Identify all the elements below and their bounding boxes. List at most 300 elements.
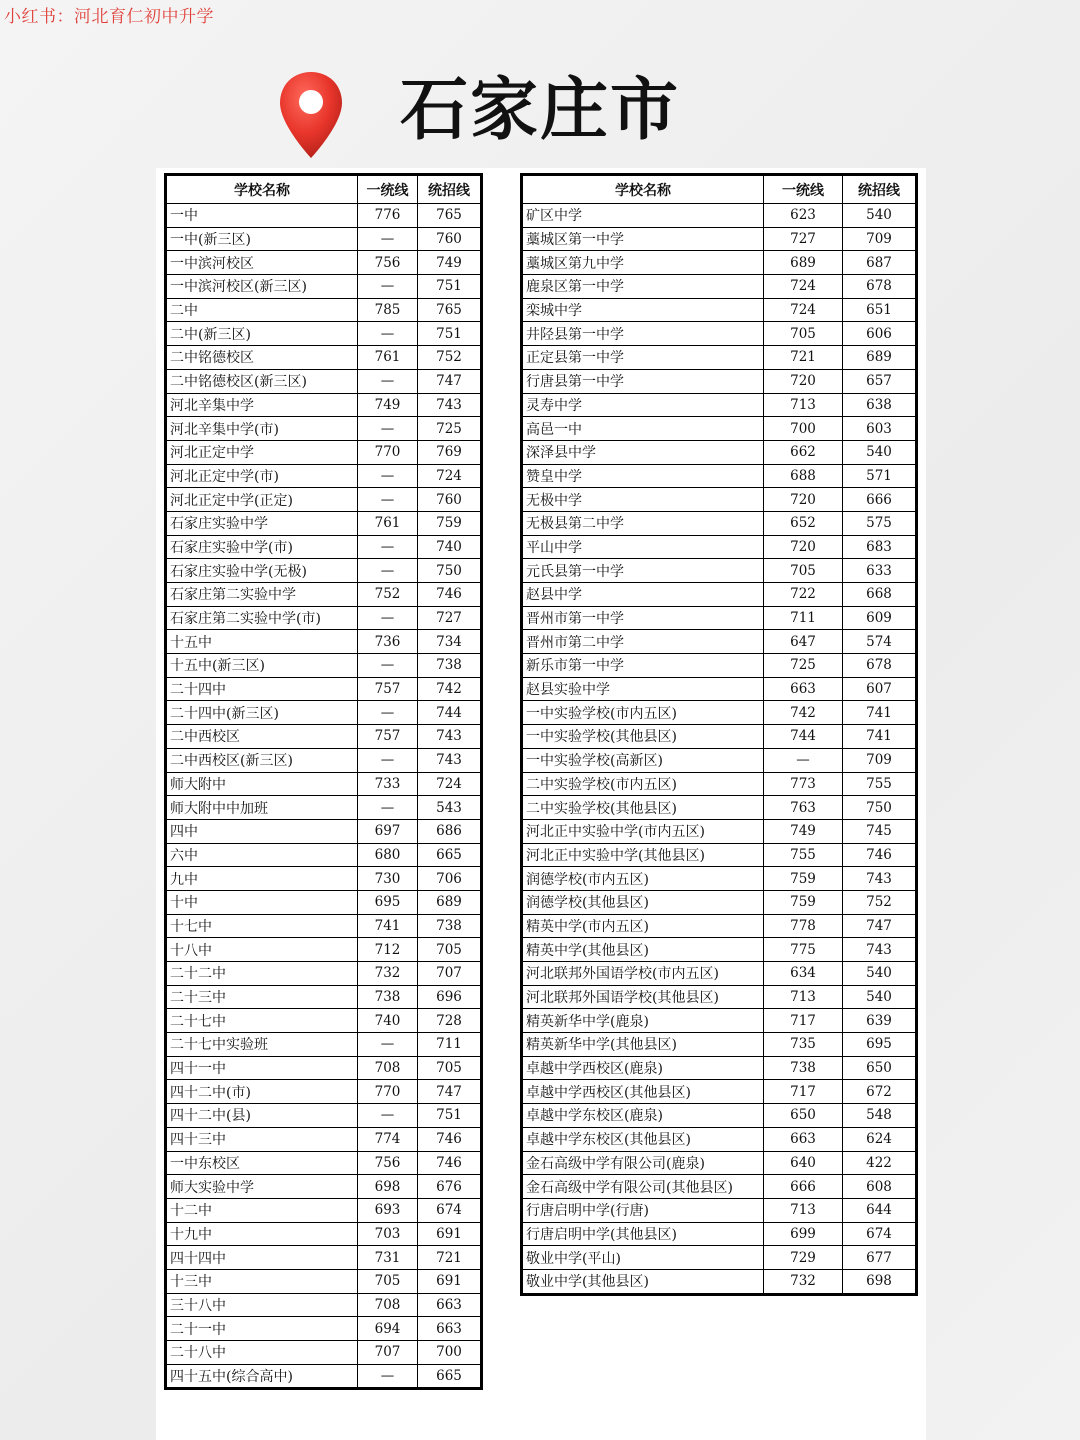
table-row [166, 1127, 482, 1151]
enroll-line-cell: 743 [418, 725, 482, 749]
enroll-line-cell: 695 [843, 1033, 917, 1057]
school-name-cell: 平山中学 [522, 535, 764, 559]
enroll-line-cell: 683 [843, 535, 917, 559]
unified-line-cell: 770 [358, 440, 418, 464]
column-header-school: 学校名称 [166, 175, 358, 204]
enroll-line-cell: 734 [418, 630, 482, 654]
enroll-line-cell: 651 [843, 298, 917, 322]
table-row [522, 914, 917, 938]
table-row [166, 227, 482, 251]
table-row [166, 914, 482, 938]
table-row [522, 867, 917, 891]
enroll-line-cell: 760 [418, 488, 482, 512]
table-row [166, 867, 482, 891]
enroll-line-cell: 705 [418, 938, 482, 962]
school-name-cell: 二十七中 [166, 1009, 358, 1033]
table-row [166, 535, 482, 559]
unified-line-cell: 756 [358, 1151, 418, 1175]
table-row [166, 464, 482, 488]
school-name-cell: 行唐县第一中学 [522, 369, 764, 393]
school-name-cell: 十三中 [166, 1269, 358, 1293]
enroll-line-cell: 724 [418, 464, 482, 488]
unified-line-cell: 711 [764, 606, 843, 630]
unified-line-cell: 695 [358, 890, 418, 914]
unified-line-cell: 705 [358, 1269, 418, 1293]
school-name-cell: 金石高级中学有限公司(鹿泉) [522, 1151, 764, 1175]
unified-line-cell: 688 [764, 464, 843, 488]
school-name-cell: 二中实验学校(其他县区) [522, 796, 764, 820]
unified-line-cell: 705 [764, 559, 843, 583]
school-name-cell: 藁城区第一中学 [522, 227, 764, 251]
unified-line-cell: 749 [358, 393, 418, 417]
unified-line-cell: 733 [358, 772, 418, 796]
unified-line-cell: 785 [358, 298, 418, 322]
school-name-cell: 润德学校(其他县区) [522, 890, 764, 914]
school-name-cell: 六中 [166, 843, 358, 867]
school-name-cell: 石家庄实验中学 [166, 511, 358, 535]
unified-line-cell: 732 [358, 962, 418, 986]
table-row [166, 1246, 482, 1270]
unified-line-cell: 703 [358, 1222, 418, 1246]
school-name-cell: 矿区中学 [522, 204, 764, 228]
unified-line-cell: 720 [764, 488, 843, 512]
enroll-line-cell: 746 [418, 583, 482, 607]
unified-line-cell: 756 [358, 251, 418, 275]
school-name-cell: 十五中 [166, 630, 358, 654]
unified-line-cell: 708 [358, 1056, 418, 1080]
table-row [522, 583, 917, 607]
unified-line-cell: — [358, 369, 418, 393]
school-name-cell: 行唐启明中学(行唐) [522, 1198, 764, 1222]
table-row [166, 606, 482, 630]
unified-line-cell: 694 [358, 1317, 418, 1341]
unified-line-cell: — [358, 654, 418, 678]
table-row [166, 1104, 482, 1128]
enroll-line-cell: 755 [843, 772, 917, 796]
school-name-cell: 二中西校区(新三区) [166, 748, 358, 772]
enroll-line-cell: 721 [418, 1246, 482, 1270]
unified-line-cell: — [358, 464, 418, 488]
column-header-enroll-line: 统招线 [418, 175, 482, 204]
column-header-unified-line: 一统线 [764, 175, 843, 204]
enroll-line-cell: 751 [418, 275, 482, 299]
unified-line-cell: — [358, 748, 418, 772]
enroll-line-cell: 751 [418, 1104, 482, 1128]
school-name-cell: 九中 [166, 867, 358, 891]
school-name-cell: 赵县实验中学 [522, 677, 764, 701]
enroll-line-cell: 746 [843, 843, 917, 867]
unified-line-cell: 717 [764, 1009, 843, 1033]
unified-line-cell: 735 [764, 1033, 843, 1057]
school-name-cell: 四十一中 [166, 1056, 358, 1080]
unified-line-cell: — [358, 322, 418, 346]
table-row [522, 819, 917, 843]
unified-line-cell: 778 [764, 914, 843, 938]
school-name-cell: 一中 [166, 204, 358, 228]
table-row [522, 1175, 917, 1199]
table-row [522, 204, 917, 228]
school-name-cell: 元氏县第一中学 [522, 559, 764, 583]
school-name-cell: 石家庄第二实验中学 [166, 583, 358, 607]
school-name-cell: 十七中 [166, 914, 358, 938]
school-name-cell: 藁城区第九中学 [522, 251, 764, 275]
table-row [166, 369, 482, 393]
table-row [166, 251, 482, 275]
unified-line-cell: 640 [764, 1151, 843, 1175]
unified-line-cell: 742 [764, 701, 843, 725]
score-table-left [164, 173, 483, 1390]
school-name-cell: 二中 [166, 298, 358, 322]
table-row [166, 322, 482, 346]
enroll-line-cell: 742 [418, 677, 482, 701]
enroll-line-cell: 540 [843, 440, 917, 464]
table-row [166, 985, 482, 1009]
enroll-line-cell: 663 [418, 1317, 482, 1341]
enroll-line-cell: 540 [843, 985, 917, 1009]
table-row [522, 298, 917, 322]
school-name-cell: 行唐启明中学(其他县区) [522, 1222, 764, 1246]
table-row [166, 1222, 482, 1246]
school-name-cell: 赵县中学 [522, 583, 764, 607]
enroll-line-cell: 696 [418, 985, 482, 1009]
school-name-cell: 无极中学 [522, 488, 764, 512]
unified-line-cell: 662 [764, 440, 843, 464]
school-name-cell: 河北正中实验中学(其他县区) [522, 843, 764, 867]
enroll-line-cell: 689 [843, 346, 917, 370]
enroll-line-cell: 700 [418, 1341, 482, 1365]
table-row [522, 440, 917, 464]
school-name-cell: 一中东校区 [166, 1151, 358, 1175]
unified-line-cell: 720 [764, 535, 843, 559]
table-row [522, 227, 917, 251]
school-name-cell: 金石高级中学有限公司(其他县区) [522, 1175, 764, 1199]
table-row [166, 583, 482, 607]
table-header-row [522, 175, 917, 204]
school-name-cell: 河北辛集中学 [166, 393, 358, 417]
school-name-cell: 二十三中 [166, 985, 358, 1009]
table-row [522, 488, 917, 512]
table-row [522, 559, 917, 583]
enroll-line-cell: 657 [843, 369, 917, 393]
school-name-cell: 河北联邦外国语学校(其他县区) [522, 985, 764, 1009]
unified-line-cell: 720 [764, 369, 843, 393]
school-name-cell: 精英新华中学(鹿泉) [522, 1009, 764, 1033]
table-row [522, 985, 917, 1009]
unified-line-cell: — [358, 488, 418, 512]
unified-line-cell: 761 [358, 511, 418, 535]
table-row [522, 1033, 917, 1057]
school-name-cell: 新乐市第一中学 [522, 654, 764, 678]
unified-line-cell: 759 [764, 867, 843, 891]
table-row [166, 204, 482, 228]
table-row [166, 1175, 482, 1199]
enroll-line-cell: 750 [843, 796, 917, 820]
table-row [166, 938, 482, 962]
location-pin-icon [278, 70, 344, 160]
enroll-line-cell: 687 [843, 251, 917, 275]
table-row [166, 962, 482, 986]
school-name-cell: 正定县第一中学 [522, 346, 764, 370]
unified-line-cell: 730 [358, 867, 418, 891]
school-name-cell: 河北正中实验中学(市内五区) [522, 819, 764, 843]
unified-line-cell: 738 [358, 985, 418, 1009]
school-name-cell: 师大实验中学 [166, 1175, 358, 1199]
table-row [522, 1246, 917, 1270]
unified-line-cell: 666 [764, 1175, 843, 1199]
page-title: 石家庄市 [400, 71, 681, 150]
table-row [166, 796, 482, 820]
unified-line-cell: 707 [358, 1341, 418, 1365]
unified-line-cell: 717 [764, 1080, 843, 1104]
enroll-line-cell: 540 [843, 204, 917, 228]
unified-line-cell: — [358, 275, 418, 299]
table-row [166, 1009, 482, 1033]
enroll-line-cell: 746 [418, 1127, 482, 1151]
school-name-cell: 精英新华中学(其他县区) [522, 1033, 764, 1057]
enroll-line-cell: 725 [418, 417, 482, 441]
school-name-cell: 三十八中 [166, 1293, 358, 1317]
table-row [522, 890, 917, 914]
table-row [166, 417, 482, 441]
enroll-line-cell: 603 [843, 417, 917, 441]
enroll-line-cell: 759 [418, 511, 482, 535]
unified-line-cell: — [358, 701, 418, 725]
unified-line-cell: 752 [358, 583, 418, 607]
unified-line-cell: 773 [764, 772, 843, 796]
table-row [522, 630, 917, 654]
school-name-cell: 四十五中(综合高中) [166, 1364, 358, 1389]
enroll-line-cell: 738 [418, 914, 482, 938]
school-name-cell: 二中西校区 [166, 725, 358, 749]
table-row [166, 843, 482, 867]
table-row [166, 1056, 482, 1080]
unified-line-cell: 713 [764, 393, 843, 417]
school-name-cell: 精英中学(其他县区) [522, 938, 764, 962]
table-row [166, 1198, 482, 1222]
unified-line-cell: — [358, 559, 418, 583]
unified-line-cell: 708 [358, 1293, 418, 1317]
enroll-line-cell: 744 [418, 701, 482, 725]
enroll-line-cell: 707 [418, 962, 482, 986]
enroll-line-cell: 750 [418, 559, 482, 583]
column-header-school: 学校名称 [522, 175, 764, 204]
unified-line-cell: — [358, 606, 418, 630]
school-name-cell: 十八中 [166, 938, 358, 962]
enroll-line-cell: 678 [843, 654, 917, 678]
unified-line-cell: 755 [764, 843, 843, 867]
unified-line-cell: 699 [764, 1222, 843, 1246]
enroll-line-cell: 747 [843, 914, 917, 938]
enroll-line-cell: 743 [843, 867, 917, 891]
school-name-cell: 十九中 [166, 1222, 358, 1246]
table-row [522, 606, 917, 630]
unified-line-cell: — [358, 417, 418, 441]
table-row [522, 346, 917, 370]
enroll-line-cell: 769 [418, 440, 482, 464]
enroll-line-cell: 727 [418, 606, 482, 630]
table-row [522, 1056, 917, 1080]
enroll-line-cell: 609 [843, 606, 917, 630]
column-header-unified-line: 一统线 [358, 175, 418, 204]
table-row [522, 725, 917, 749]
enroll-line-cell: 706 [418, 867, 482, 891]
enroll-line-cell: 624 [843, 1127, 917, 1151]
school-name-cell: 四十四中 [166, 1246, 358, 1270]
unified-line-cell: 738 [764, 1056, 843, 1080]
school-name-cell: 十五中(新三区) [166, 654, 358, 678]
unified-line-cell: 761 [358, 346, 418, 370]
school-name-cell: 晋州市第一中学 [522, 606, 764, 630]
table-row [166, 1293, 482, 1317]
table-row [166, 725, 482, 749]
table-row [166, 748, 482, 772]
enroll-line-cell: 650 [843, 1056, 917, 1080]
table-row [522, 677, 917, 701]
enroll-line-cell: 765 [418, 298, 482, 322]
enroll-line-cell: 540 [843, 962, 917, 986]
school-name-cell: 四十二中(县) [166, 1104, 358, 1128]
table-row [522, 796, 917, 820]
table-row [522, 772, 917, 796]
enroll-line-cell: 698 [843, 1269, 917, 1294]
enroll-line-cell: 765 [418, 204, 482, 228]
enroll-line-cell: 711 [418, 1033, 482, 1057]
school-name-cell: 赞皇中学 [522, 464, 764, 488]
column-header-enroll-line: 统招线 [843, 175, 917, 204]
table-row [522, 843, 917, 867]
table-row [522, 535, 917, 559]
enroll-line-cell: 668 [843, 583, 917, 607]
unified-line-cell: 650 [764, 1104, 843, 1128]
enroll-line-cell: 743 [418, 393, 482, 417]
unified-line-cell: 731 [358, 1246, 418, 1270]
school-name-cell: 二中铭德校区(新三区) [166, 369, 358, 393]
enroll-line-cell: 607 [843, 677, 917, 701]
table-row [522, 393, 917, 417]
enroll-line-cell: 663 [418, 1293, 482, 1317]
enroll-line-cell: 571 [843, 464, 917, 488]
school-name-cell: 十中 [166, 890, 358, 914]
unified-line-cell: 698 [358, 1175, 418, 1199]
enroll-line-cell: 422 [843, 1151, 917, 1175]
enroll-line-cell: 665 [418, 1364, 482, 1389]
table-row [166, 772, 482, 796]
school-name-cell: 一中(新三区) [166, 227, 358, 251]
table-row [522, 962, 917, 986]
school-name-cell: 卓越中学东校区(鹿泉) [522, 1104, 764, 1128]
school-name-cell: 二十一中 [166, 1317, 358, 1341]
unified-line-cell: 736 [358, 630, 418, 654]
school-name-cell: 一中滨河校区 [166, 251, 358, 275]
table-row [522, 464, 917, 488]
school-name-cell: 一中滨河校区(新三区) [166, 275, 358, 299]
enroll-line-cell: 743 [843, 938, 917, 962]
unified-line-cell: — [764, 748, 843, 772]
school-name-cell: 二十七中实验班 [166, 1033, 358, 1057]
table-row [522, 1080, 917, 1104]
unified-line-cell: — [358, 227, 418, 251]
school-name-cell: 师大附中 [166, 772, 358, 796]
unified-line-cell: 652 [764, 511, 843, 535]
table-row [166, 559, 482, 583]
school-name-cell: 无极县第二中学 [522, 511, 764, 535]
enroll-line-cell: 672 [843, 1080, 917, 1104]
table-row [522, 1222, 917, 1246]
unified-line-cell: 663 [764, 1127, 843, 1151]
table-row [166, 1317, 482, 1341]
table-row [522, 1104, 917, 1128]
enroll-line-cell: 728 [418, 1009, 482, 1033]
enroll-line-cell: 644 [843, 1198, 917, 1222]
table-row [522, 701, 917, 725]
table-row [166, 890, 482, 914]
school-name-cell: 深泽县中学 [522, 440, 764, 464]
table-header-row [166, 175, 482, 204]
enroll-line-cell: 691 [418, 1269, 482, 1293]
unified-line-cell: — [358, 796, 418, 820]
school-name-cell: 二十八中 [166, 1341, 358, 1365]
unified-line-cell: — [358, 1104, 418, 1128]
unified-line-cell: 647 [764, 630, 843, 654]
table-row [522, 1127, 917, 1151]
enroll-line-cell: 709 [843, 748, 917, 772]
school-name-cell: 二中(新三区) [166, 322, 358, 346]
table-row [166, 488, 482, 512]
school-name-cell: 二中实验学校(市内五区) [522, 772, 764, 796]
enroll-line-cell: 724 [418, 772, 482, 796]
unified-line-cell: 732 [764, 1269, 843, 1294]
enroll-line-cell: 639 [843, 1009, 917, 1033]
unified-line-cell: — [358, 1033, 418, 1057]
unified-line-cell: 700 [764, 417, 843, 441]
enroll-line-cell: 638 [843, 393, 917, 417]
table-row [166, 511, 482, 535]
enroll-line-cell: 674 [843, 1222, 917, 1246]
unified-line-cell: 705 [764, 322, 843, 346]
enroll-line-cell: 741 [843, 725, 917, 749]
unified-line-cell: 680 [358, 843, 418, 867]
table-row [522, 417, 917, 441]
unified-line-cell: — [358, 535, 418, 559]
table-row [166, 298, 482, 322]
school-name-cell: 师大附中中加班 [166, 796, 358, 820]
enroll-line-cell: 747 [418, 1080, 482, 1104]
table-row [166, 654, 482, 678]
enroll-line-cell: 666 [843, 488, 917, 512]
unified-line-cell: 725 [764, 654, 843, 678]
table-row [522, 1269, 917, 1294]
unified-line-cell: 763 [764, 796, 843, 820]
school-name-cell: 敬业中学(平山) [522, 1246, 764, 1270]
enroll-line-cell: 686 [418, 819, 482, 843]
school-name-cell: 敬业中学(其他县区) [522, 1269, 764, 1294]
enroll-line-cell: 747 [418, 369, 482, 393]
school-name-cell: 晋州市第二中学 [522, 630, 764, 654]
enroll-line-cell: 678 [843, 275, 917, 299]
school-name-cell: 河北正定中学 [166, 440, 358, 464]
enroll-line-cell: 608 [843, 1175, 917, 1199]
unified-line-cell: 721 [764, 346, 843, 370]
enroll-line-cell: 743 [418, 748, 482, 772]
school-name-cell: 卓越中学东校区(其他县区) [522, 1127, 764, 1151]
unified-line-cell: 757 [358, 677, 418, 701]
school-name-cell: 河北正定中学(正定) [166, 488, 358, 512]
school-name-cell: 鹿泉区第一中学 [522, 275, 764, 299]
enroll-line-cell: 674 [418, 1198, 482, 1222]
table-row [522, 1009, 917, 1033]
table-row [166, 819, 482, 843]
school-name-cell: 石家庄实验中学(无极) [166, 559, 358, 583]
